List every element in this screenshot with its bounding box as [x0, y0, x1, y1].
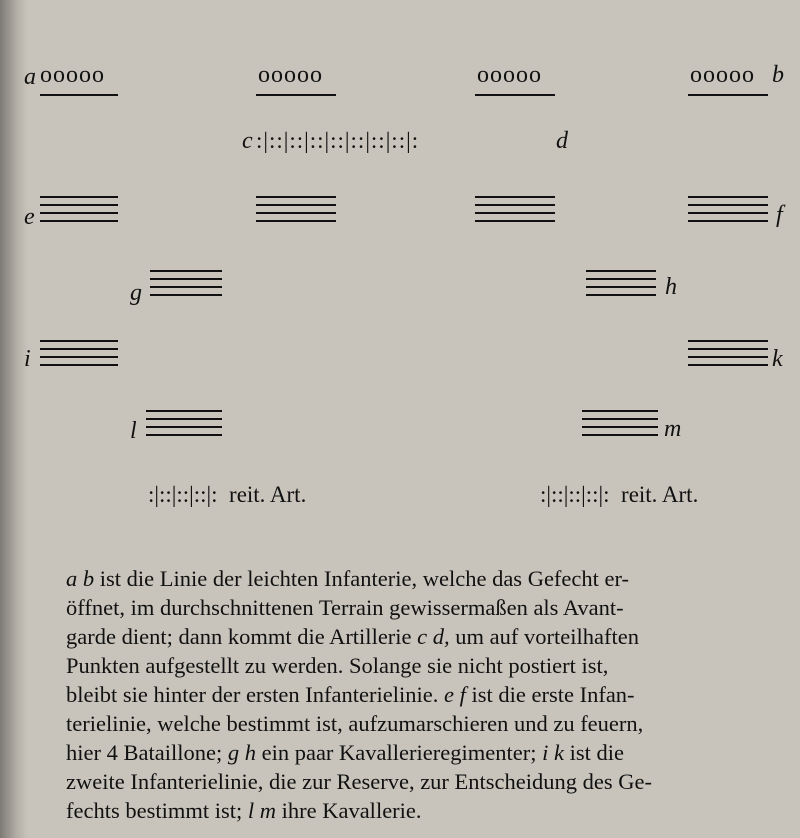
label-i: i [24, 346, 31, 372]
text-span: bleibt sie hinter der ersten Infanterielinie. [66, 682, 444, 707]
text-span: garde dient; dann kommt die Artillerie [66, 624, 418, 649]
label-l: l [130, 418, 137, 444]
horse-artillery-right: :|::|::|::|: reit. Art. [540, 482, 699, 507]
battalion-k1 [688, 340, 768, 372]
ref-cd: c d, [417, 624, 450, 649]
ref-ik: i k [542, 740, 564, 765]
label-a: a [24, 64, 36, 90]
text-line [66, 680, 766, 709]
text-span: um auf vorteilhaften [449, 624, 639, 649]
page-gutter-shadow [0, 0, 28, 838]
ref-ef: e f [443, 682, 466, 707]
label-d: d [556, 128, 568, 154]
skirmisher-underline-1 [40, 94, 118, 96]
text-span: terielinie, welche bestimmt ist, aufzumarschieren und zu feuern, [66, 711, 644, 736]
text-span: ihre Kavallerie. [275, 798, 422, 823]
explanation-paragraph [66, 564, 766, 825]
battalion-e4 [688, 196, 768, 228]
cavalry-m [582, 410, 658, 442]
label-b: b [772, 62, 784, 88]
label-k: k [772, 346, 783, 372]
text-line [66, 738, 766, 767]
cavalry-h [586, 270, 656, 302]
label-m: m [664, 416, 682, 442]
label-f: f [776, 202, 783, 228]
ref-ab: a b [66, 566, 95, 591]
text-span: ist die Linie der leichten Infanterie, welche das Gefecht er- [94, 566, 630, 591]
text-line [66, 796, 766, 825]
ref-lm: l m [247, 798, 276, 823]
skirmisher-underline-2 [256, 94, 336, 96]
label-h: h [665, 274, 677, 300]
text-line [66, 651, 766, 680]
battalion-e3 [475, 196, 555, 228]
ref-gh: g h [227, 740, 256, 765]
label-c: c [242, 128, 253, 154]
label-e: e [24, 204, 35, 230]
cavalry-l [146, 410, 222, 442]
text-span: öffnet, im durchschnittenen Terrain gewissermaßen als Avant- [66, 595, 624, 620]
text-line [66, 622, 766, 651]
text-span: zweite Infanterielinie, die zur Reserve, zur Entscheidung des Ge- [66, 769, 652, 794]
text-line [66, 767, 766, 796]
skirmisher-underline-3 [475, 94, 555, 96]
skirmisher-group-4: ooooo [690, 62, 755, 88]
skirmisher-group-2: ooooo [258, 62, 323, 88]
text-line [66, 564, 766, 593]
skirmisher-group-1: ooooo [40, 62, 105, 88]
text-span: ist die erste Infan- [465, 682, 635, 707]
battalion-e1 [40, 196, 118, 228]
label-g: g [130, 280, 142, 306]
text-span: hier 4 Bataillone; [66, 740, 228, 765]
cavalry-g [150, 270, 222, 302]
horse-artillery-left: :|::|::|::|: reit. Art. [148, 482, 307, 507]
skirmisher-group-3: ooooo [477, 62, 542, 88]
text-span: fechts bestimmt ist; [66, 798, 248, 823]
text-line [66, 593, 766, 622]
skirmisher-underline-4 [688, 94, 768, 96]
text-line [66, 709, 766, 738]
text-span: Punkten aufgestellt zu werden. Solange sie nicht postiert ist, [66, 653, 609, 678]
text-span: ist die [563, 740, 624, 765]
text-span: ein paar Kavallerieregimenter; [255, 740, 543, 765]
artillery-line: :|::|::|::|::|::|::|::|: [256, 128, 420, 153]
battalion-i1 [40, 340, 118, 372]
battalion-e2 [256, 196, 336, 228]
